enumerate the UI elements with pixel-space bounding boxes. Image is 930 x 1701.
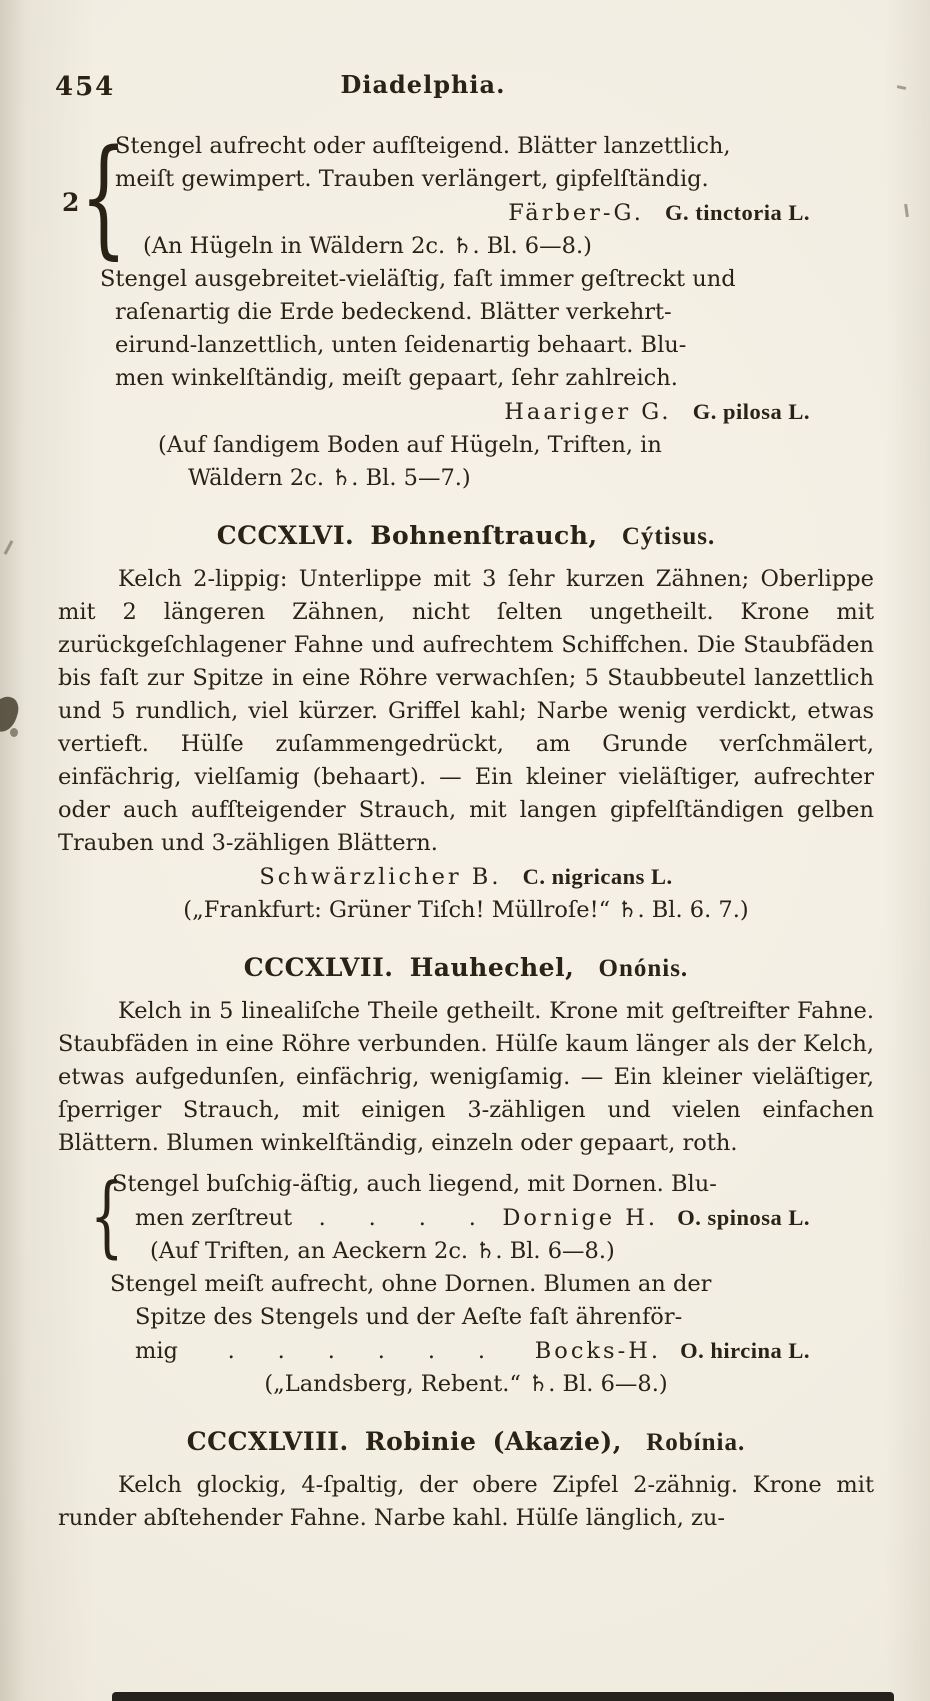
genus-latin-name: Robínia. xyxy=(646,1429,746,1456)
key-line: Spitze des Stengels und der Aeſte faſt ährenför- xyxy=(135,1304,683,1330)
key-line: men winkelſtändig, meiſt gepaart, ſehr zahlreich. xyxy=(115,365,678,391)
habitat-line: Wäldern 2c. ♄. Bl. 5—7.) xyxy=(188,465,471,491)
species-name-german: Bocks-H. xyxy=(534,1338,661,1364)
species-name-latin: O. spinosa L. xyxy=(677,1205,810,1230)
species-name-german: Schwärzlicher B. xyxy=(259,864,502,890)
key-line: meiſt gewimpert. Trauben verlängert, gipfelſtändig. xyxy=(115,166,709,192)
habitat-line: („Landsberg, Rebent.“ ♄. Bl. 6—8.) xyxy=(264,1371,668,1397)
section-heading-ononis xyxy=(58,953,874,983)
key-entry-genista-tinctoria xyxy=(58,130,874,263)
key-brace-icon: { xyxy=(90,1164,124,1267)
genus-latin-name: Cýtisus. xyxy=(621,523,716,550)
key-ononis xyxy=(58,1164,874,1401)
species-line xyxy=(58,1334,874,1368)
habitat-line: (Auf Triften, an Aeckern 2c. ♄. Bl. 6—8.) xyxy=(150,1238,615,1264)
species-name-latin: O. hircina L. xyxy=(680,1338,810,1363)
species-line-nigricans xyxy=(58,860,874,894)
key-entry-ononis-hircina xyxy=(58,1268,874,1401)
species-name-german: Färber-G. xyxy=(508,200,644,226)
species-name-latin: G. pilosa L. xyxy=(692,399,810,424)
species-name-german: Dornige H. xyxy=(502,1205,659,1231)
species-name-latin: G. tinctoria L. xyxy=(665,200,810,225)
genus-description-ononis: Kelch in 5 linealiſche Theile getheilt. Krone mit geſtreifter Fahne. Staubfäden in eine Röhre verbunden. Hülſe kaum länger als der Kelch, etwas aufgedunſen, einfächrig, wenigſamig. — Ein kleiner vieläſtiger, ſperriger Strauch, mit einigen 3-zähligen und vielen einfachen Blättern. Blumen winkelſtändig, einzeln oder gepaart, roth. xyxy=(58,998,874,1156)
genus-description-cytisus: Kelch 2-lippig: Unterlippe mit 3 ſehr kurzen Zähnen; Oberlippe mit 2 längeren Zähnen, nicht ſelten ungetheilt. Krone mit zurückgeſchlagener Fahne und aufrechtem Schiffchen. Die Staubfäden bis faſt zur Spitze in eine Röhre verwachſen; 5 Staubbeutel lanzettlich und 5 rundlich, viel kürzer. Griffel kahl; Narbe wenig verdickt, etwas vertieft. Hülſe zuſammengedrückt, am Grunde verſchmälert, einfächrig, vielſamig (behaart). — Ein kleiner vieläſtiger, aufrechter oder auch aufſteigender Strauch, mit langen gipfelſtändigen gelben Trauben und 3-zähligen Blättern. xyxy=(58,566,874,856)
key-line: eirund-lanzettlich, unten ſeidenartig behaart. Blu- xyxy=(115,332,687,358)
key-brace-icon: { xyxy=(80,123,128,272)
dot-leaders: . . . . xyxy=(318,1205,476,1231)
habitat-line: (An Hügeln in Wäldern 2c. ♄. Bl. 6—8.) xyxy=(143,233,592,259)
dot-leaders: . . . . . . xyxy=(227,1338,486,1364)
key-line-text: mig xyxy=(135,1338,178,1364)
genus-latin-name: Onónis. xyxy=(598,955,689,982)
species-line xyxy=(58,395,874,429)
species-name-german: Haariger G. xyxy=(504,399,672,425)
section-heading-cytisus xyxy=(58,521,874,551)
key-line: Stengel aufrecht oder aufſteigend. Blätter lanzettlich, xyxy=(115,133,731,159)
section-number-german-name: CCCXLVIII. Robinie (Akazie), xyxy=(186,1427,622,1456)
species-name-latin: C. nigricans L. xyxy=(522,864,673,889)
key-entry-ononis-spinosa xyxy=(58,1168,874,1268)
key-line: raſenartig die Erde bedeckend. Blätter verkehrt- xyxy=(115,299,672,325)
species-line xyxy=(58,1201,874,1235)
section-number-german-name: CCCXLVII. Hauhechel, xyxy=(243,953,575,982)
page-number: 454 xyxy=(55,72,116,102)
scan-edge-artifact xyxy=(112,1692,894,1701)
section-heading-robinia xyxy=(58,1427,874,1457)
habitat-line-nigricans: („Frankfurt: Grüner Tiſch! Müllroſe!“ ♄. Bl. 6. 7.) xyxy=(183,897,749,923)
key-number: 2 xyxy=(62,188,80,217)
key-genista xyxy=(58,123,874,495)
running-title: Diadelphia. xyxy=(340,70,506,99)
habitat-line: (Auf ſandigem Boden auf Hügeln, Triften, in xyxy=(158,432,662,458)
key-entry-genista-pilosa xyxy=(58,263,874,495)
species-name xyxy=(535,1334,810,1368)
key-line: Stengel meiſt aufrecht, ohne Dornen. Blumen an der xyxy=(110,1271,712,1297)
page-header xyxy=(55,70,874,106)
key-line: Stengel ausgebreitet-vieläſtig, faſt immer geſtreckt und xyxy=(100,266,736,292)
ink-speck-artifact xyxy=(10,728,18,737)
key-line: Stengel buſchig-äſtig, auch liegend, mit Dornen. Blu- xyxy=(112,1171,717,1197)
key-line-text: men zerſtreut xyxy=(135,1205,293,1231)
species-line xyxy=(58,196,874,230)
genus-description-robinia: Kelch glockig, 4-ſpaltig, der obere Zipfel 2-zähnig. Krone mit runder abſtehender Fahne. Narbe kahl. Hülſe länglich, zu- xyxy=(58,1472,874,1531)
species-name xyxy=(502,1201,810,1235)
section-number-german-name: CCCXLVI. Bohnenſtrauch, xyxy=(216,521,598,550)
